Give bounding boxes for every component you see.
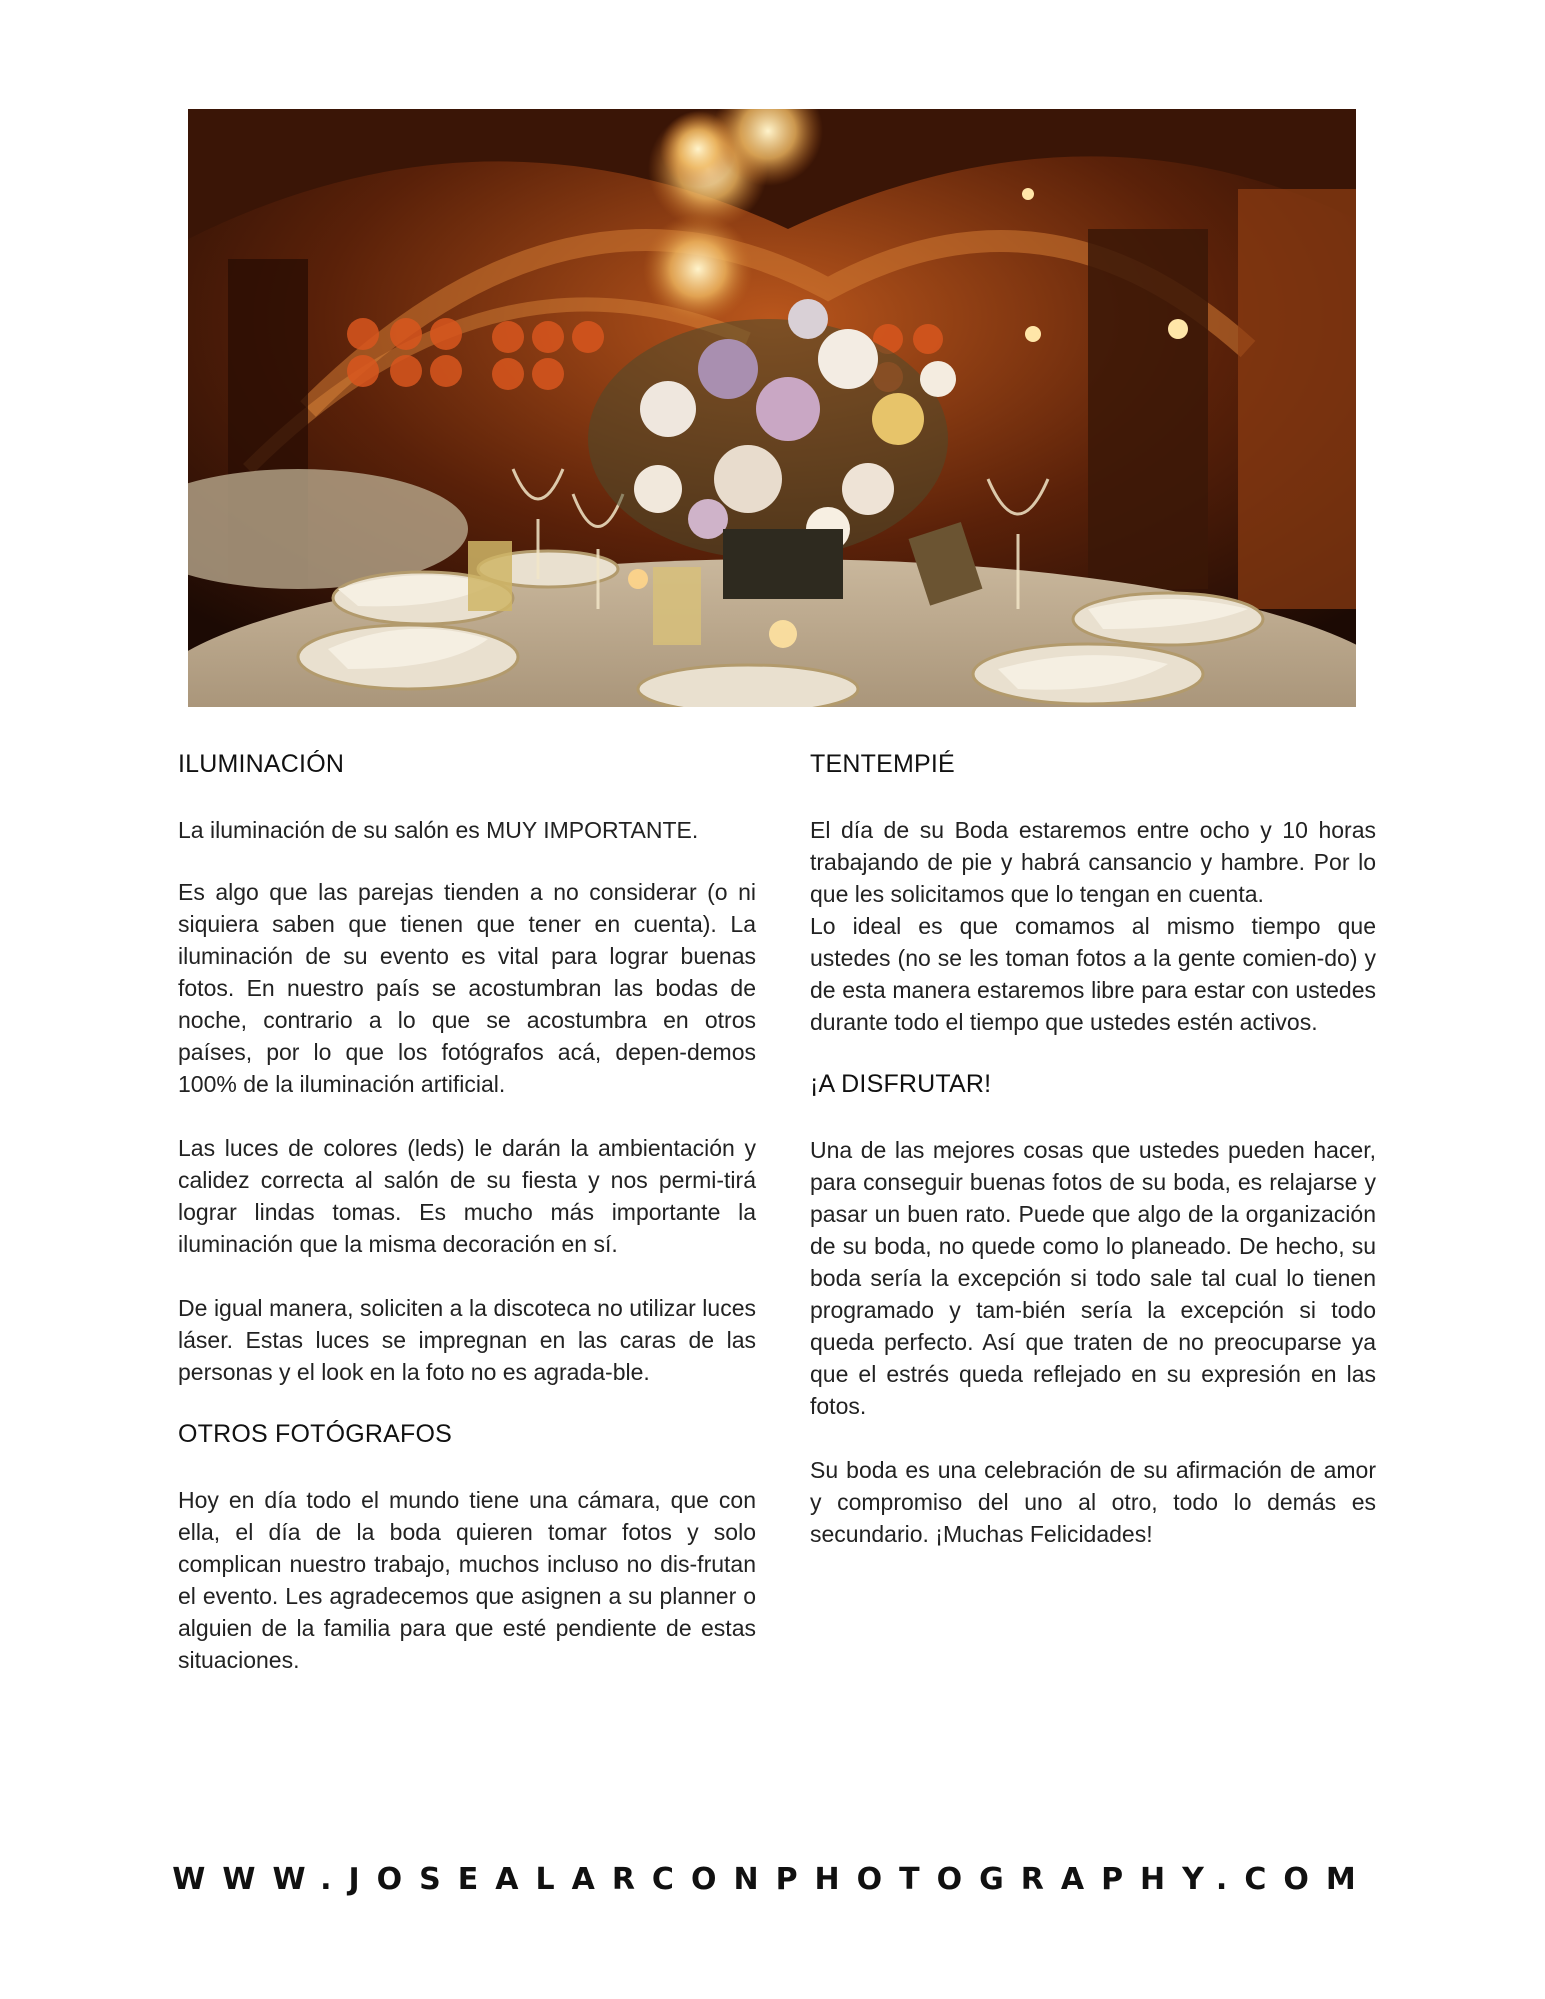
iluminacion-paragraph-1: La iluminación de su salón es MUY IMPORTANTE. [178, 817, 699, 843]
section-title-iluminacion: ILUMINACIÓN [178, 750, 345, 778]
website-url: WWW.JOSEALARCONPHOTOGRAPHY.COM [172, 1862, 1373, 1897]
tentempie-paragraph-2: Lo ideal es que comamos al mismo tiempo que ustedes (no se les toman fotos a la gente comien-do) y de esta manera estaremos libre para estar con ustedes durante todo el tiempo que ustedes estén activos. [810, 913, 1376, 1035]
left-column [178, 748, 756, 1676]
section-title-otros-fotografos: OTROS FOTÓGRAFOS [178, 1420, 453, 1448]
section-title-a-disfrutar: ¡A DISFRUTAR! [810, 1070, 992, 1098]
otros-fotografos-paragraph: Hoy en día todo el mundo tiene una cámara, que con ella, el día de la boda quieren tomar fotos y solo complican nuestro trabajo, muchos incluso no dis-frutan el evento. Les agradecemos que asignen a su planner o alguien de la familia para que esté pendiente de estas situaciones. [178, 1487, 756, 1673]
a-disfrutar-paragraph-2: Su boda es una celebración de su afirmación de amor y compromiso del uno al otro, todo lo demás es secundario. ¡Muchas Felicidades! [810, 1457, 1376, 1547]
photo-illustration [188, 109, 1356, 707]
section-title-tentempie: TENTEMPIÉ [810, 750, 955, 778]
iluminacion-paragraph-3: Las luces de colores (leds) le darán la ambientación y calidez correcta al salón de su fiesta y nos permi-tirá lograr lindas tomas. Es mucho más importante la iluminación que la misma decoración en sí. [178, 1135, 756, 1257]
iluminacion-paragraph-4: De igual manera, soliciten a la discoteca no utilizar luces láser. Estas luces se impregnan en las caras de las personas y el look en la foto no es agrada-ble. [178, 1295, 756, 1385]
right-column [810, 748, 1376, 1550]
wedding-table-photo [188, 109, 1356, 707]
iluminacion-paragraph-2: Es algo que las parejas tienden a no considerar (o ni siquiera saben que tienen que tener en cuenta). La iluminación de su evento es vital para lograr buenas fotos. En nuestro país se acostumbran las bodas de noche, contrario a lo que se acostumbra en otros países, por lo que los fotógrafos acá, depen-demos 100% de la iluminación artificial. [178, 879, 756, 1097]
a-disfrutar-paragraph-1: Una de las mejores cosas que ustedes pueden hacer, para conseguir buenas fotos de su boda, es relajarse y pasar un buen rato. Puede que algo de la organización de su boda, no quede como lo planeado. De hecho, su boda sería la excepción si todo sale tal cual lo tienen programado y tam-bién sería la excepción si todo queda perfecto. Así que traten de no preocuparse ya que el estrés queda reflejado en su expresión en las fotos. [810, 1137, 1376, 1419]
tentempie-paragraph-1: El día de su Boda estaremos entre ocho y 10 horas trabajando de pie y habrá cansancio y hambre. Por lo que les solicitamos que lo tengan en cuenta. [810, 817, 1376, 907]
